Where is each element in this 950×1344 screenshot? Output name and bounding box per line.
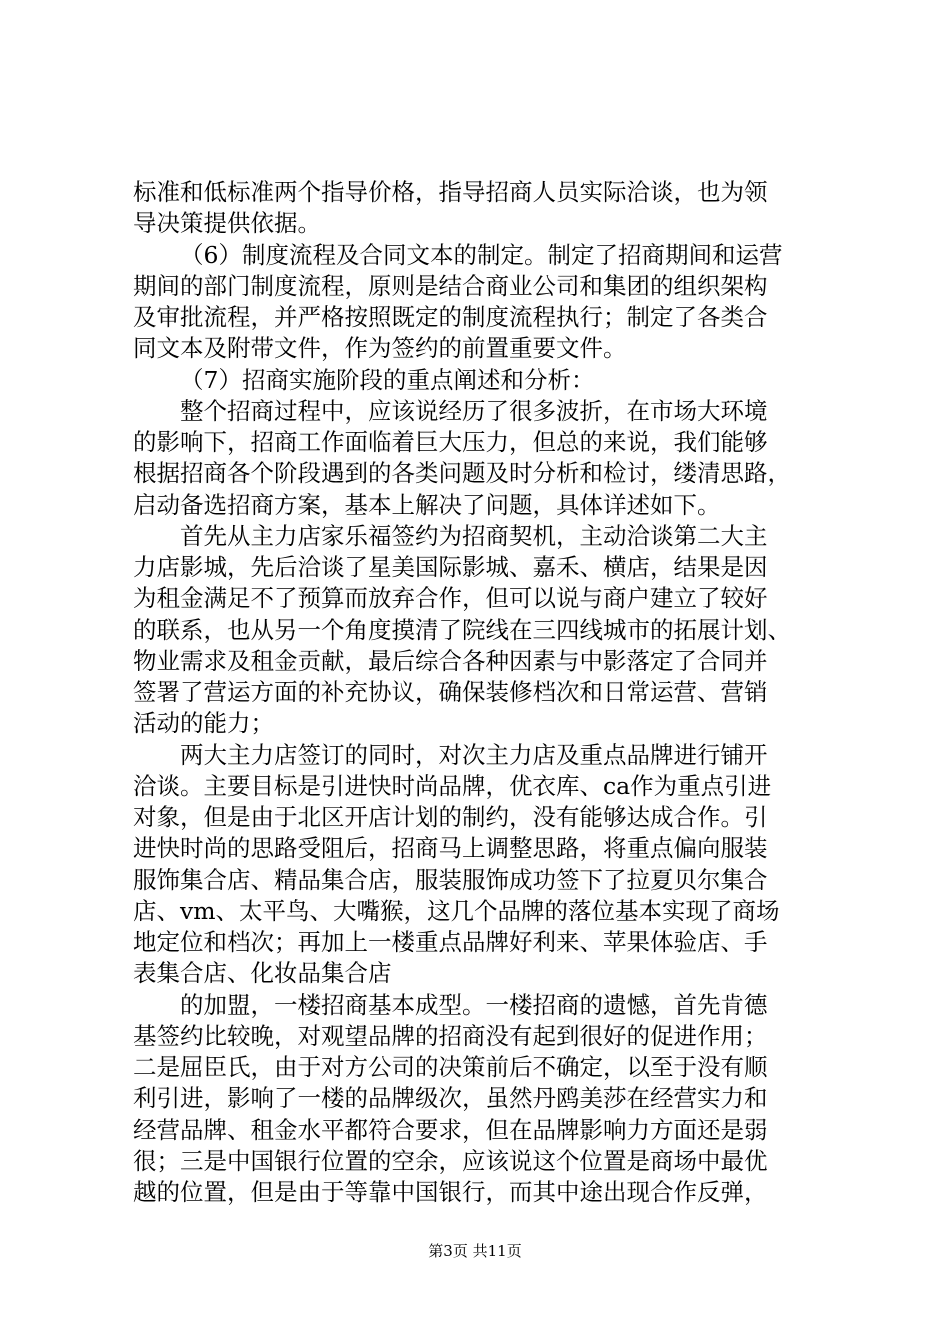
text-line: 二是屈臣氏，由于对方公司的决策前后不确定，以至于没有顺 [133,1053,768,1081]
text-line: 签署了营运方面的补充协议，确保装修档次和日常运营、营销 [133,678,768,706]
text-line: 很；三是中国银行位置的空余，应该说这个位置是商场中最优 [133,1147,768,1175]
text-line: 进快时尚的思路受阻后，招商马上调整思路，将重点偏向服装 [133,834,768,862]
text-line: 启动备选招商方案，基本上解决了问题，具体详述如下。 [133,491,721,519]
text-line: 利引进，影响了一楼的品牌级次，虽然丹鸥美莎在经营实力和 [133,1084,768,1112]
text-line: （6）制度流程及合同文本的制定。制定了招商期间和运营 [180,241,783,269]
text-line: 经营品牌、租金水平都符合要求，但在品牌影响力方面还是弱 [133,1116,768,1144]
text-line: 洽谈。主要目标是引进快时尚品牌，优衣库、ca作为重点引进 [133,772,772,800]
text-line: 表集合店、化妆品集合店 [133,959,392,987]
text-line: 的加盟，一楼招商基本成型。一楼招商的遗憾，首先肯德 [180,991,768,1019]
text-line: 物业需求及租金贡献，最后综合各种因素与中影落定了合同并 [133,647,768,675]
text-line: 店、vm、太平鸟、大嘴猴，这几个品牌的落位基本实现了商场 [133,897,780,925]
text-line: 导决策提供依据。 [133,209,321,237]
text-line: 期间的部门制度流程，原则是结合商业公司和集团的组织架构 [133,272,768,300]
text-line: 首先从主力店家乐福签约为招商契机，主动洽谈第二大主 [180,522,768,550]
text-line: 两大主力店签订的同时，对次主力店及重点品牌进行铺开 [180,741,768,769]
text-line: 根据招商各个阶段遇到的各类问题及时分析和检讨，缕清思路， [133,459,791,487]
text-line: 力店影城，先后洽谈了星美国际影城、嘉禾、横店，结果是因 [133,553,768,581]
text-line: 标准和低标准两个指导价格，指导招商人员实际洽谈，也为领 [133,178,768,206]
text-line: （7）招商实施阶段的重点阐述和分析： [180,366,595,394]
text-line: 服饰集合店、精品集合店，服装服饰成功签下了拉夏贝尔集合 [133,866,768,894]
text-line: 为租金满足不了预算而放弃合作，但可以说与商户建立了较好 [133,584,768,612]
text-line: 同文本及附带文件，作为签约的前置重要文件。 [133,334,627,362]
text-line: 及审批流程，并严格按照既定的制度流程执行；制定了各类合 [133,303,768,331]
text-line: 地定位和档次；再加上一楼重点品牌好利来、苹果体验店、手 [133,928,768,956]
page-footer: 第3页 共11页 [428,1242,522,1260]
text-line: 整个招商过程中，应该说经历了很多波折，在市场大环境 [180,397,768,425]
text-line: 基签约比较晚，对观望品牌的招商没有起到很好的促进作用； [133,1022,768,1050]
text-line: 对象，但是由于北区开店计划的制约，没有能够达成合作。引 [133,803,768,831]
text-line: 的影响下，招商工作面临着巨大压力，但总的来说，我们能够 [133,428,768,456]
text-line: 的联系，也从另一个角度摸清了院线在三四线城市的拓展计划、 [133,616,791,644]
text-line: 越的位置，但是由于等靠中国银行，而其中途出现合作反弹， [133,1178,768,1206]
text-line: 活动的能力； [133,709,274,737]
